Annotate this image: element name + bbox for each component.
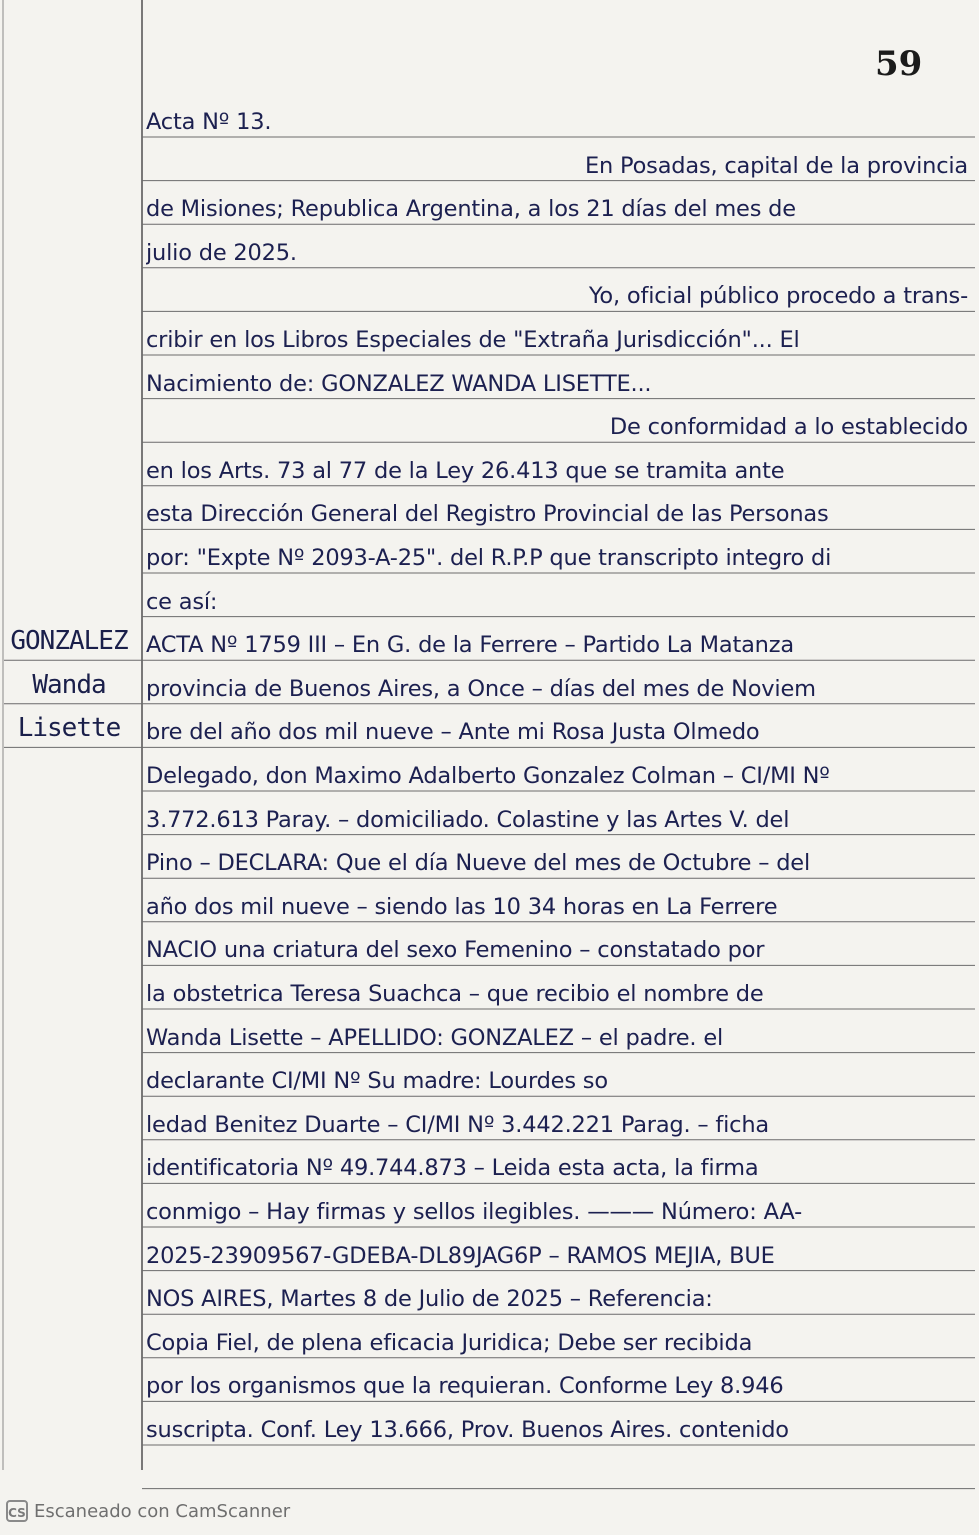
text-line: NACIO una criatura del sexo Femenino – constatado por bbox=[146, 937, 765, 964]
text-line: Wanda Lisette – APELLIDO: GONZALEZ – el padre. el bbox=[146, 1024, 724, 1051]
camscanner-text: Escaneado con CamScanner bbox=[34, 1500, 291, 1522]
text-line: 3.772.613 Paray. – domiciliado. Colastine y las Artes V. del bbox=[146, 806, 790, 833]
text-line: NOS AIRES, Martes 8 de Julio de 2025 – Referencia: bbox=[146, 1286, 713, 1313]
text-line: por los organismos que la requieran. Conforme Ley 8.946 bbox=[146, 1373, 784, 1400]
text-line: En Posadas, capital de la provincia bbox=[585, 152, 968, 179]
camscanner-icon: CS bbox=[6, 1500, 28, 1522]
text-line: en los Arts. 73 al 77 de la Ley 26.413 que se tramita ante bbox=[146, 457, 785, 484]
text-line: la obstetrica Teresa Suachca – que recibio el nombre de bbox=[146, 981, 764, 1007]
text-line: 2025-23909567-GDEBA-DL89JAG6P – RAMOS MEJIA, BUE bbox=[146, 1242, 775, 1269]
text-line: por: "Expte Nº 2093-A-25". del R.P.P que transcripto integro di bbox=[146, 545, 832, 571]
text-line: provincia de Buenos Aires, a Once – días del mes de Noviem bbox=[146, 675, 816, 702]
margin-note-line: Lisette bbox=[17, 713, 121, 744]
text-line: Pino – DECLARA: Que el día Nueve del mes de Octubre – del bbox=[146, 850, 810, 877]
margin-note-line: GONZALEZ bbox=[10, 626, 128, 657]
text-line: Nacimiento de: GONZALEZ WANDA LISETTE... bbox=[146, 370, 652, 397]
text-line: Delegado, don Maximo Adalberto Gonzalez Colman – CI/MI Nº bbox=[146, 763, 830, 789]
text-line: julio de 2025. bbox=[146, 239, 297, 266]
text-line: suscripta. Conf. Ley 13.666, Prov. Buenos Aires. contenido bbox=[146, 1417, 789, 1443]
camscanner-footer bbox=[6, 1500, 290, 1522]
text-line: cribir en los Libros Especiales de "Extraña Jurisdicción"... El bbox=[146, 327, 800, 353]
text-line: ce así: bbox=[146, 588, 218, 615]
page-number: 59 bbox=[875, 44, 923, 84]
text-line: identificatoria Nº 49.744.873 – Leida esta acta, la firma bbox=[146, 1155, 759, 1182]
text-line: bre del año dos mil nueve – Ante mi Rosa Justa Olmedo bbox=[146, 719, 760, 746]
text-line: Yo, oficial público procedo a trans- bbox=[588, 283, 968, 310]
text-line: de Misiones; Republica Argentina, a los 21 días del mes de bbox=[146, 196, 796, 223]
margin-note-line: Wanda bbox=[32, 669, 106, 700]
text-line: ACTA Nº 1759 III – En G. de la Ferrere – Partido La Matanza bbox=[146, 632, 794, 659]
text-line: año dos mil nueve – siendo las 10 34 horas en La Ferrere bbox=[146, 893, 778, 920]
text-line: esta Dirección General del Registro Provincial de las Personas bbox=[146, 501, 829, 528]
text-line: Copia Fiel, de plena eficacia Juridica; Debe ser recibida bbox=[146, 1329, 753, 1356]
text-line: declarante CI/MI Nº Su madre: Lourdes so bbox=[146, 1068, 608, 1095]
text-line: De conformidad a lo establecido bbox=[609, 414, 968, 441]
text-line: Acta Nº 13. bbox=[146, 109, 272, 135]
text-line: ledad Benitez Duarte – CI/MI Nº 3.442.221 Parag. – ficha bbox=[146, 1111, 769, 1138]
text-line: conmigo – Hay firmas y sellos ilegibles. ——— Número: AA- bbox=[146, 1199, 802, 1225]
